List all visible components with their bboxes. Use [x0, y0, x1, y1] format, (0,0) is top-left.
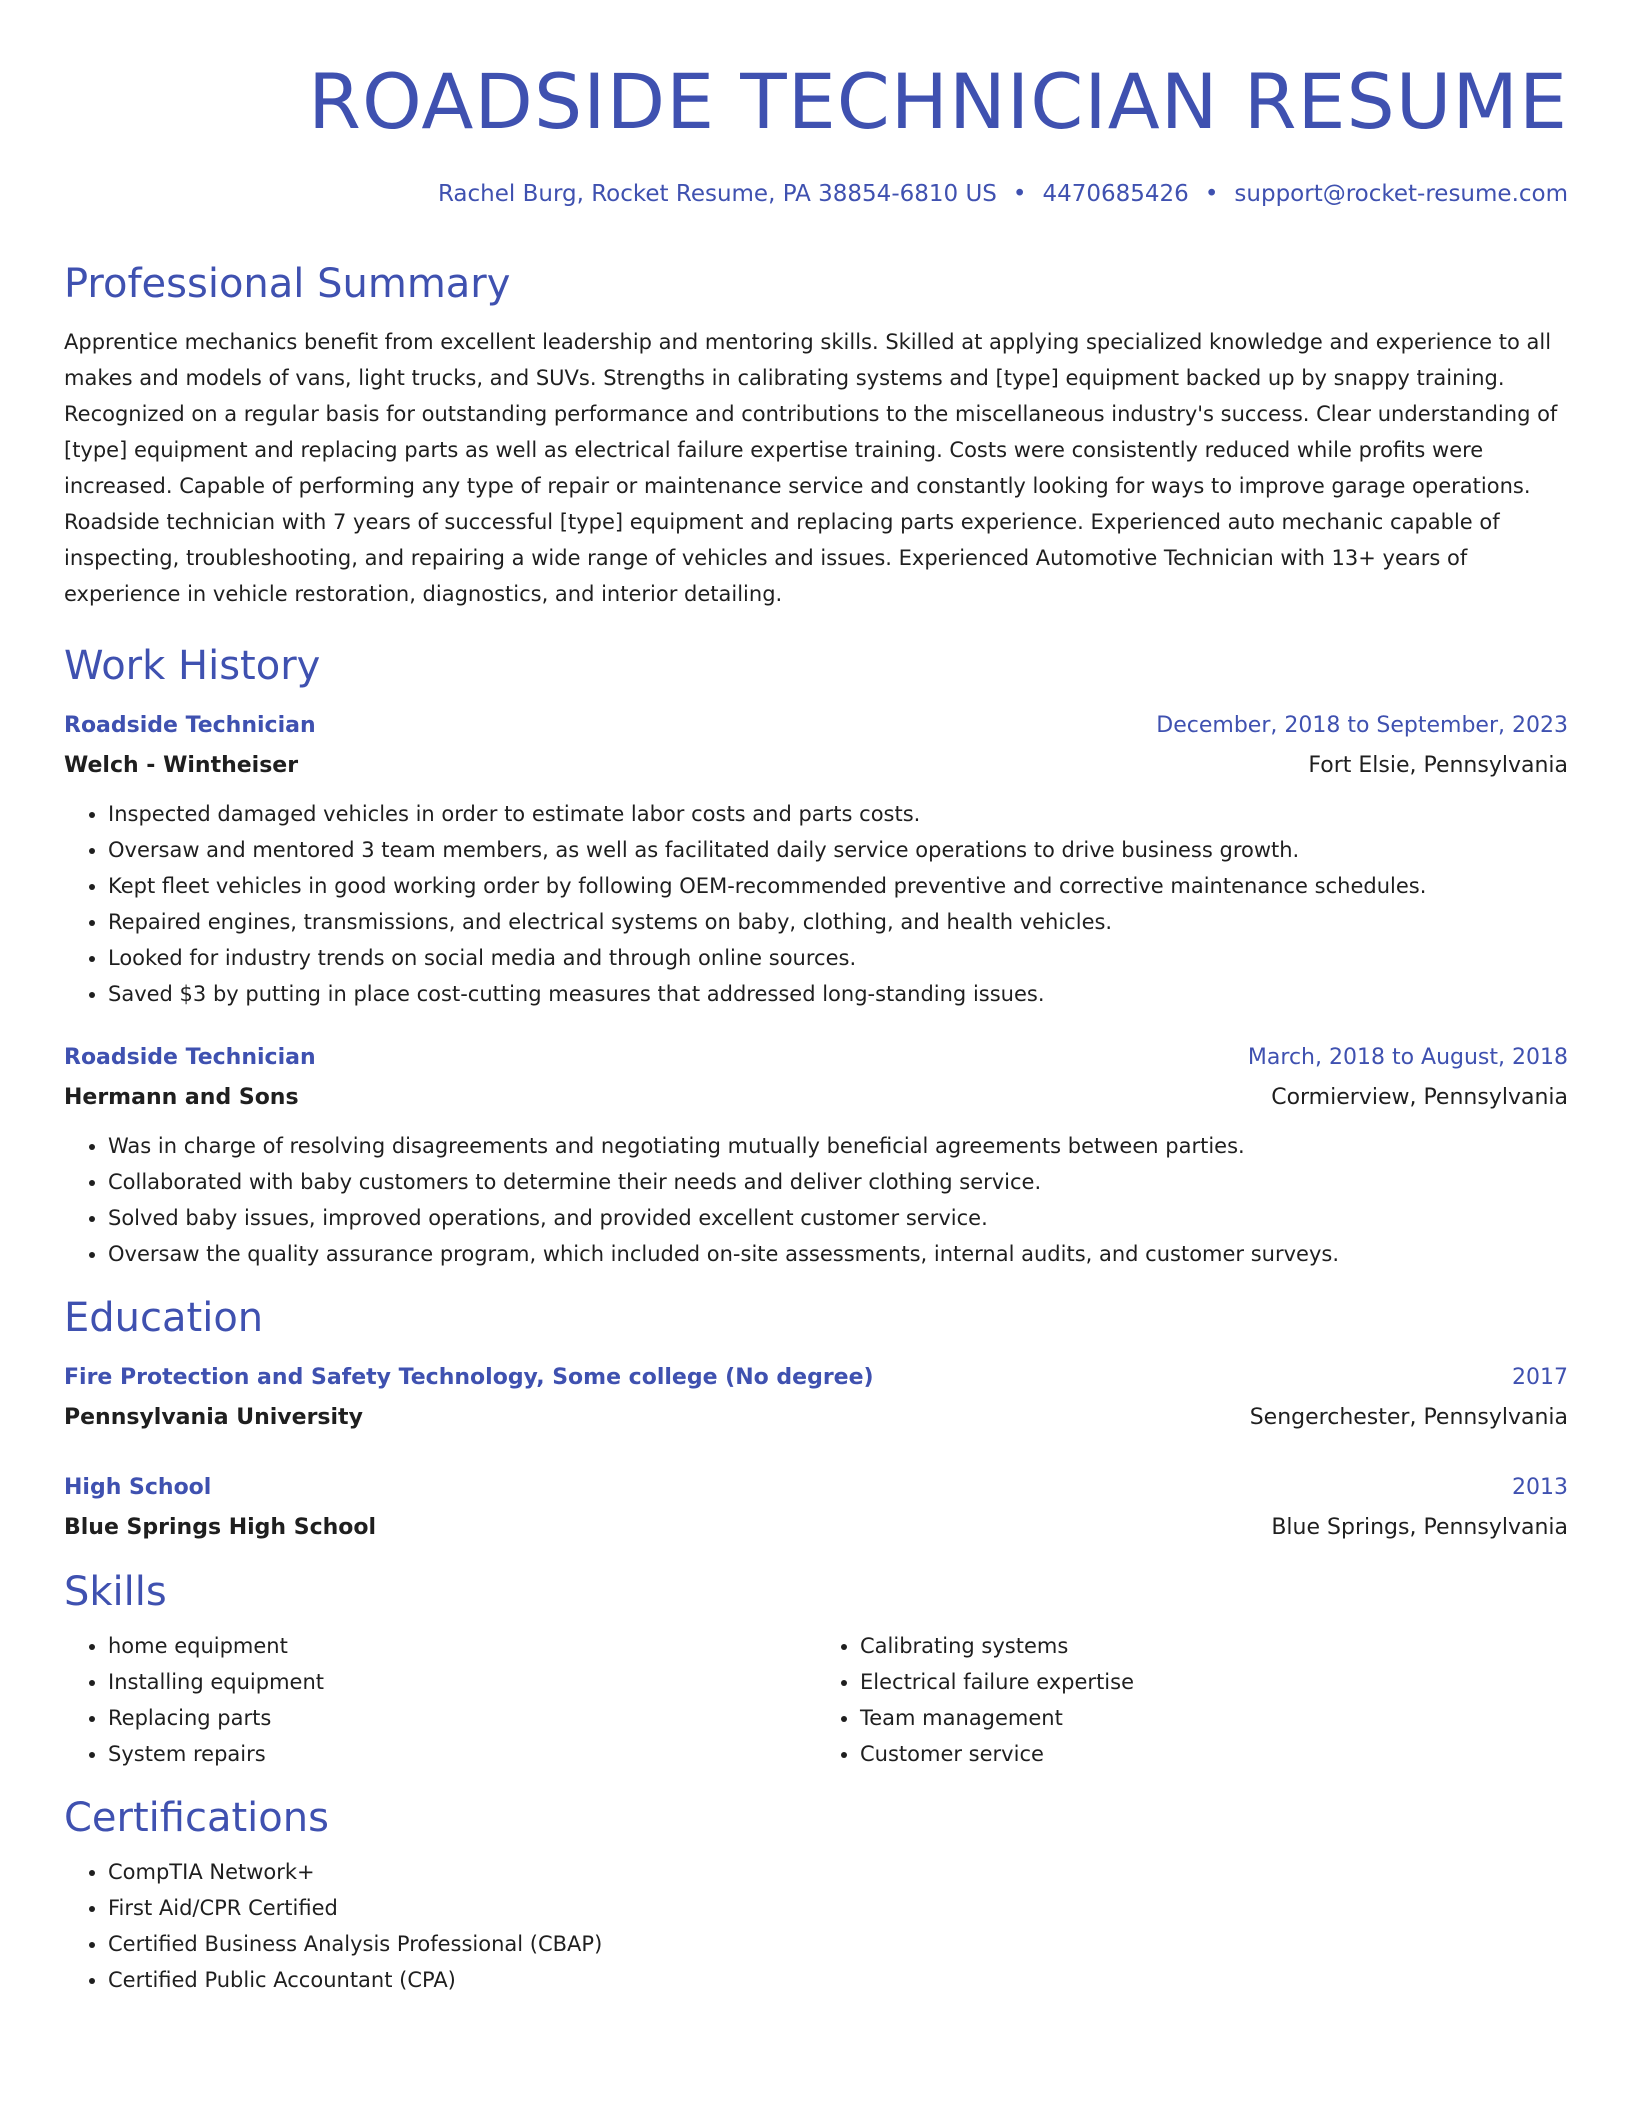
skills-list-left [64, 1628, 816, 1772]
job-company: Welch - Wintheiser [64, 753, 299, 778]
work-heading: Work History [64, 643, 321, 689]
certifications-section [64, 1792, 1568, 1998]
list-item: • System repairs [108, 1736, 816, 1772]
contact-phone: 4470685426 [1042, 181, 1189, 207]
list-item: • Certified Public Accountant (CPA) [108, 1962, 1568, 1998]
list-item: • Replacing parts [108, 1700, 816, 1736]
job-bullets [64, 796, 1568, 1012]
list-item: • home equipment [108, 1628, 816, 1664]
job-entry [64, 706, 1568, 1012]
list-item: • Solved baby issues, improved operations, and provided excellent customer service. [108, 1200, 1568, 1236]
list-item: • Saved $3 by putting in place cost-cutting measures that addressed long-standing issues. [108, 976, 1568, 1012]
list-item: • Oversaw the quality assurance program, which included on-site assessments, internal audits, and customer surveys. [108, 1236, 1568, 1272]
job-location: Fort Elsie, Pennsylvania [1308, 753, 1568, 778]
separator-dot: • [1012, 181, 1027, 207]
education-section [64, 1292, 1568, 1548]
certifications-heading: Certifications [64, 1795, 329, 1841]
education-degree: Fire Protection and Safety Technology, Some college (No degree) [64, 1365, 874, 1390]
job-dates: December, 2018 to September, 2023 [1156, 713, 1568, 738]
education-heading: Education [64, 1295, 264, 1341]
contact-line [64, 178, 1568, 210]
list-item: • Calibrating systems [860, 1628, 1568, 1664]
job-company: Hermann and Sons [64, 1085, 299, 1110]
summary-heading: Professional Summary [64, 261, 511, 307]
skills-list-right [816, 1628, 1568, 1772]
skills-section [64, 1566, 1568, 1772]
list-item: • Certified Business Analysis Professional (CBAP) [108, 1926, 1568, 1962]
page-title: ROADSIDE TECHNICIAN RESUME [308, 57, 1568, 146]
education-entry [64, 1358, 1568, 1438]
contact-email[interactable]: support@rocket-resume.com [1234, 181, 1568, 207]
list-item: • Collaborated with baby customers to determine their needs and deliver clothing service. [108, 1164, 1568, 1200]
job-role: Roadside Technician [64, 1045, 316, 1070]
list-item: • Inspected damaged vehicles in order to estimate labor costs and parts costs. [108, 796, 1568, 832]
list-item: • Installing equipment [108, 1664, 816, 1700]
education-location: Blue Springs, Pennsylvania [1271, 1515, 1568, 1540]
separator-dot: • [1204, 181, 1219, 207]
list-item: • Oversaw and mentored 3 team members, as well as facilitated daily service operations to drive business growth. [108, 832, 1568, 868]
list-item: • Team management [860, 1700, 1568, 1736]
education-school: Pennsylvania University [64, 1405, 363, 1430]
summary-text: Apprentice mechanics benefit from excellent leadership and mentoring skills. Skilled at applying specialized knowledge and experience to all makes and models of vans, light trucks, and SUVs. Strengths in calibrating systems and [type] equipment backed up by snappy training. Recognized on a regular basis for outstanding performance and contributions to the miscellaneous industry's success. Clear understanding of [type] equipment and replacing parts as well as electrical failure expertise training. Costs were consistently reduced while profits were increased. Capable of performing any type of repair or maintenance service and constantly looking for ways to improve garage operations. Roadside technician with 7 years of successful [type] equipment and replacing parts experience. Experienced auto mechanic capable of inspecting, troubleshooting, and repairing a wide range of vehicles and issues. Experienced Automotive Technician with 13+ years of experience in vehicle restoration, diagnostics, and interior detailing. [64, 330, 1558, 606]
certifications-list [64, 1854, 1568, 1998]
job-bullets [64, 1128, 1568, 1272]
education-location: Sengerchester, Pennsylvania [1249, 1405, 1568, 1430]
list-item: • First Aid/CPR Certified [108, 1890, 1568, 1926]
list-item: • Repaired engines, transmissions, and electrical systems on baby, clothing, and health vehicles. [108, 904, 1568, 940]
education-year: 2017 [1512, 1365, 1568, 1390]
skills-heading: Skills [64, 1569, 167, 1615]
job-role: Roadside Technician [64, 713, 316, 738]
list-item: • Customer service [860, 1736, 1568, 1772]
job-entry [64, 1038, 1568, 1272]
education-year: 2013 [1512, 1475, 1568, 1500]
contact-address: Rachel Burg, Rocket Resume, PA 38854-6810 US [437, 181, 997, 207]
summary-section [64, 258, 1568, 612]
list-item: • Was in charge of resolving disagreements and negotiating mutually beneficial agreements between parties. [108, 1128, 1568, 1164]
education-entry [64, 1468, 1568, 1548]
list-item: • CompTIA Network+ [108, 1854, 1568, 1890]
skills-columns [64, 1628, 1568, 1772]
education-school: Blue Springs High School [64, 1515, 377, 1540]
job-dates: March, 2018 to August, 2018 [1247, 1045, 1568, 1070]
list-item: • Electrical failure expertise [860, 1664, 1568, 1700]
work-section [64, 640, 1568, 1272]
list-item: • Kept fleet vehicles in good working order by following OEM-recommended preventive and corrective maintenance schedules. [108, 868, 1568, 904]
job-location: Cormierview, Pennsylvania [1271, 1085, 1568, 1110]
list-item: • Looked for industry trends on social media and through online sources. [108, 940, 1568, 976]
education-degree: High School [64, 1475, 212, 1500]
